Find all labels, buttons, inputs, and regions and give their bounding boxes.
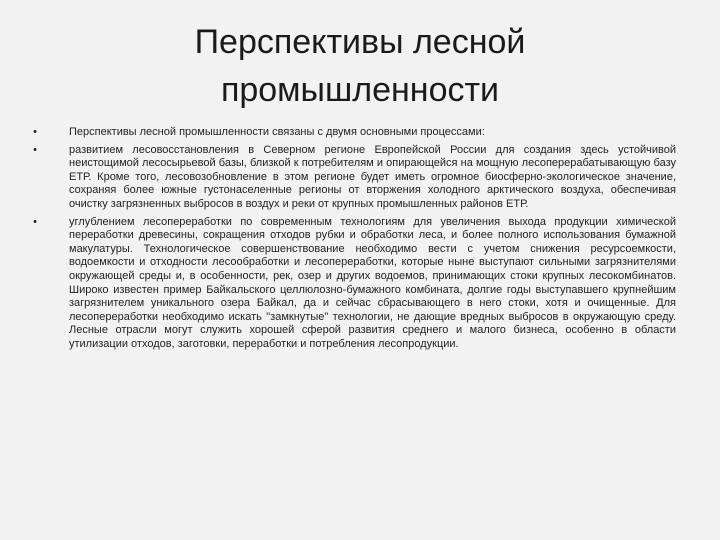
bullet-icon: • xyxy=(33,215,37,228)
bullet-text: развитием лесовосстановления в Северном регионе Европейской России для создания здесь устойчивой неистощимой лесосырьевой базы, близкой к потребителям и опирающейся на мощную лесоперерабатывающую базу ЕТР. Кроме того, лесовозобновление в этом регионе будет иметь огромное биосферно-экологическое значение, сохраняя более южные густонаселенные регионы от вторжения холодного арктического воздуха, обеспечивая очистку загрязненных выбросов в воздух и реки от крупных промышленных районов ЕТР. xyxy=(69,143,676,210)
slide-title: Перспективы лесной промышленности xyxy=(194,23,526,109)
slide-content xyxy=(30,126,676,352)
bullet-icon: • xyxy=(33,126,37,138)
bullet-item xyxy=(30,144,676,212)
bullet-item xyxy=(30,126,676,140)
bullet-item xyxy=(30,216,676,352)
bullet-text: углублением лесопереработки по современным технологиям для увеличения выхода продукции химической переработки древесины, сокращения отходов рубки и обработки леса, и более полного использования бумажной макулатуры. Технологическое совершенствование необходимо вести с учетом снижения ресурсоемкости, водоемкости и отходности лесообработки и лесопереработки, которые ныне выступают сильными загрязнителями окружающей среды и, в особенности, рек, озер и других водоемов, принимающих стоки крупных лесокомбинатов. Широко известен пример Байкальского целлюлозно-бумажного комбината, долгие годы выступавшего крупнейшим загрязнителем уникального озера Байкал, да и сейчас сбрасывающего в него стоки, хотя и очищенные. Для лесопереработки необходимо искать "замкнутые" технологии, не дающие вредных выбросов в окружающую среду. Лесные отрасли могут служить хорошей сферой развития среднего и малого бизнеса, особенно в области утилизации отходов, заготовки, переработки и потребления лесопродукции. xyxy=(69,215,676,350)
bullet-icon: • xyxy=(33,143,37,156)
bullet-list xyxy=(30,126,676,352)
bullet-text: Перспективы лесной промышленности связаны с двумя основными процессами: xyxy=(69,126,485,138)
